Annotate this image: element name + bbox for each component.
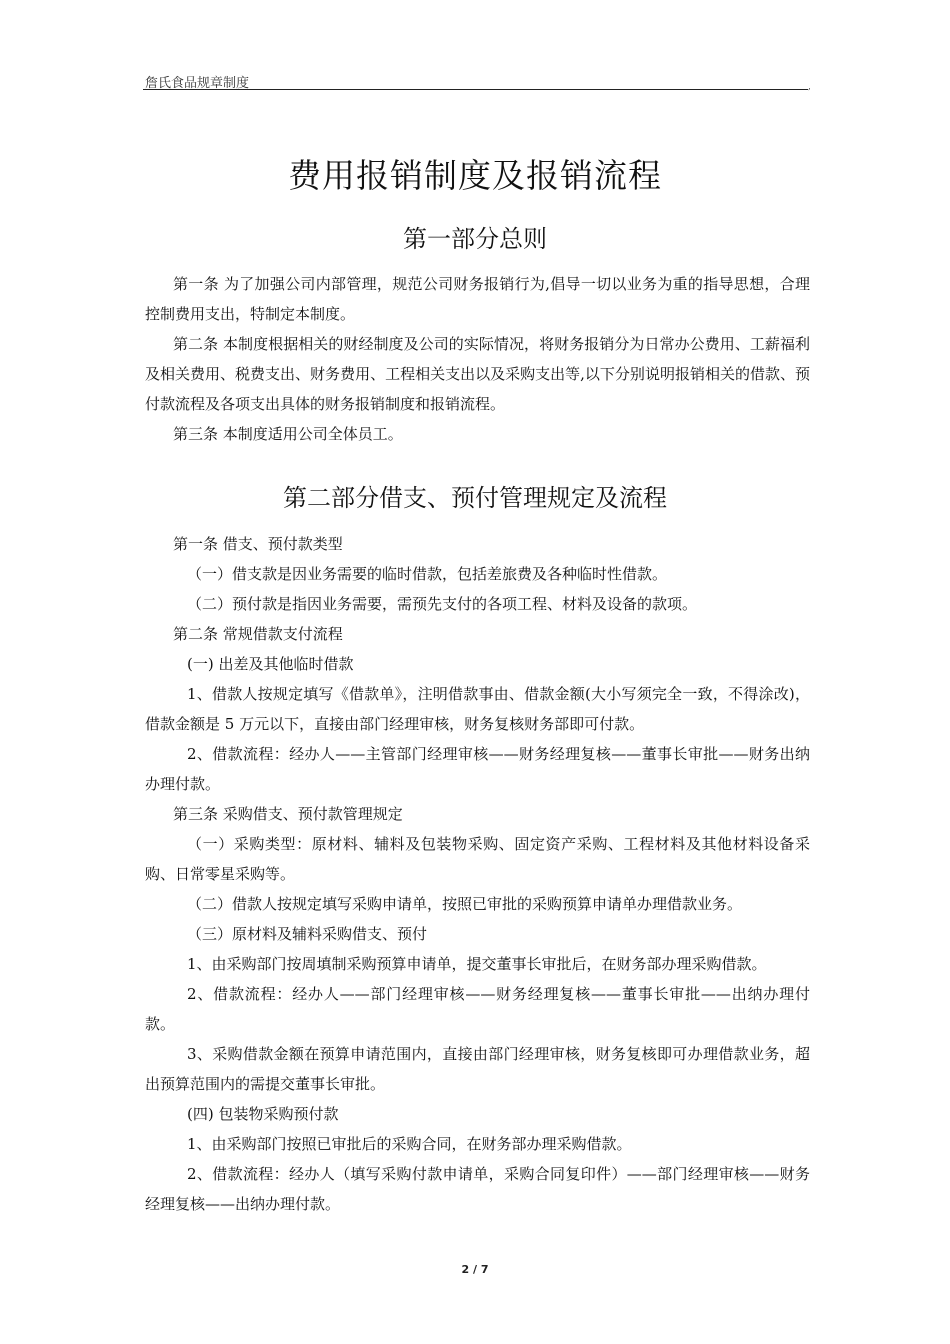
part2-article-1: 第一条 借支、预付款类型 bbox=[173, 535, 343, 553]
part2-item: （二）预付款是指因业务需要，需预先支付的各项工程、材料及设备的款项。 bbox=[187, 595, 698, 613]
part2-item: （一）借支款是因业务需要的临时借款，包括差旅费及各种临时性借款。 bbox=[187, 565, 668, 583]
page-number: 2 / 7 bbox=[461, 1263, 489, 1276]
part2-article-2: 第二条 常规借款支付流程 bbox=[173, 625, 343, 643]
part2-item: 2、借款流程：经办人——部门经理审核——财务经理复核——董事长审批——出纳办理付款。 bbox=[145, 985, 810, 1033]
part1-article-3: 第三条 本制度适用公司全体员工。 bbox=[173, 425, 403, 443]
part2-item: （二）借款人按规定填写采购申请单，按照已审批的采购预算申请单办理借款业务。 bbox=[187, 895, 743, 913]
part2-subsection: (一) 出差及其他临时借款 bbox=[187, 655, 354, 673]
header-mark: , bbox=[808, 82, 811, 92]
page-header-title: 詹氏食品规章制度 bbox=[145, 76, 250, 91]
part2-title: 第二部分借支、预付管理规定及流程 bbox=[283, 484, 667, 512]
part1-article-2: 第二条 本制度根据相关的财经制度及公司的实际情况，将财务报销分为日常办公费用、工薪福利及相关费用、税费支出、财务费用、工程相关支出以及采购支出等,以下分别说明报销相关的借款、预付款流程及各项支出具体的财务报销制度和报销流程。 bbox=[145, 335, 810, 413]
part2-item: 1、由采购部门按周填制采购预算申请单，提交董事长审批后，在财务部办理采购借款。 bbox=[187, 955, 767, 973]
part2-item: 1、借款人按规定填写《借款单》，注明借款事由、借款金额(大小写须完全一致，不得涂改)，借款金额是 5 万元以下，直接由部门经理审核，财务复核财务部即可付款。 bbox=[145, 685, 810, 733]
part2-item: 3、采购借款金额在预算申请范围内，直接由部门经理审核，财务复核即可办理借款业务，超出预算范围内的需提交董事长审批。 bbox=[145, 1045, 810, 1093]
part1-article-1: 第一条 为了加强公司内部管理，规范公司财务报销行为,倡导一切以业务为重的指导思想，合理控制费用支出，特制定本制度。 bbox=[145, 275, 810, 323]
part2-subsection: （三）原材料及辅料采购借支、预付 bbox=[187, 925, 428, 943]
part1-title: 第一部分总则 bbox=[403, 225, 547, 253]
part2-item: 2、借款流程：经办人——主管部门经理审核——财务经理复核——董事长审批——财务出纳办理付款。 bbox=[145, 745, 810, 793]
header-divider bbox=[143, 89, 808, 90]
part2-item: （一）采购类型：原材料、辅料及包装物采购、固定资产采购、工程材料及其他材料设备采购、日常零星采购等。 bbox=[145, 835, 810, 883]
part2-subsection: (四) 包装物采购预付款 bbox=[187, 1105, 339, 1123]
part2-item: 1、由采购部门按照已审批后的采购合同，在财务部办理采购借款。 bbox=[187, 1135, 632, 1153]
part2-item: 2、借款流程：经办人（填写采购付款申请单，采购合同复印件）——部门经理审核——财务经理复核——出纳办理付款。 bbox=[145, 1165, 810, 1213]
document-title: 费用报销制度及报销流程 bbox=[288, 156, 662, 195]
part2-article-3: 第三条 采购借支、预付款管理规定 bbox=[173, 805, 403, 823]
